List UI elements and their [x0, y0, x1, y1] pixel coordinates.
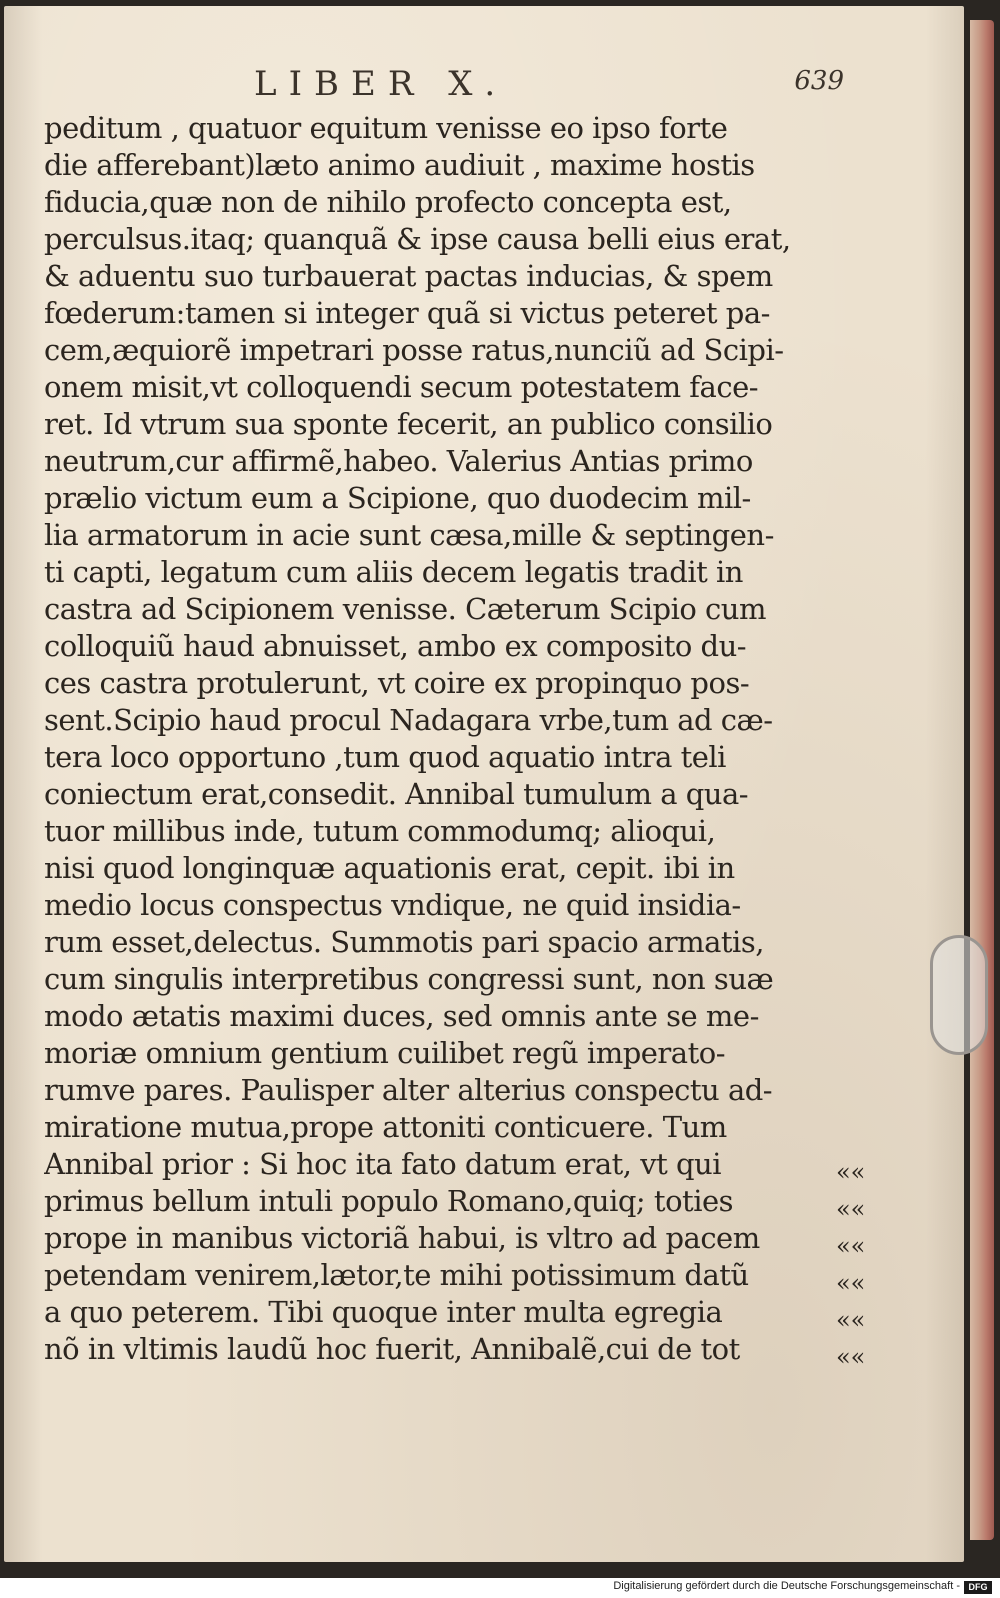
- text-line: tuor millibus inde, tutum commodumq; alioqui,: [44, 814, 716, 848]
- text-line: Annibal prior : Si hoc ita fato datum erat, vt qui: [44, 1147, 721, 1181]
- text-line: medio locus conspectus vndique, ne quid insidia-: [44, 888, 741, 922]
- text-line: a quo peterem. Tibi quoque inter multa egregia: [44, 1295, 723, 1329]
- header-title: LIBER X.: [254, 64, 508, 104]
- page-clip: [930, 935, 988, 1055]
- text-line: miratione mutua,prope attoniti conticuere. Tum: [44, 1110, 727, 1144]
- text-line: peditum , quatuor equitum venisse eo ipso forte: [44, 111, 728, 145]
- margin-quote-mark: ««: [836, 1306, 866, 1334]
- text-line: ret. Id vtrum sua sponte fecerit, an publico consilio: [44, 407, 773, 441]
- text-line: & aduentu suo turbauerat pactas inducias, & spem: [44, 259, 773, 293]
- text-line: ces castra protulerunt, vt coire ex propinquo pos-: [44, 666, 750, 700]
- text-line: rumve pares. Paulisper alter alterius conspectu ad-: [44, 1073, 773, 1107]
- page-number: 639: [794, 66, 844, 96]
- running-head: [44, 64, 924, 104]
- text-line: lia armatorum in acie sunt cæsa,mille & septingen-: [44, 518, 774, 552]
- margin-quotation-marks: [836, 1154, 876, 1376]
- text-line: cem,æquiorẽ impetrari posse ratus,nunciũ ad Scipi-: [44, 333, 784, 367]
- text-line: sent.Scipio haud procul Nadagara vrbe,tum ad cæ-: [44, 703, 773, 737]
- text-line: prælio victum eum a Scipione, quo duodecim mil-: [44, 481, 751, 515]
- footer-bar: [0, 1578, 1000, 1598]
- text-line: modo ætatis maximi duces, sed omnis ante se me-: [44, 999, 759, 1033]
- margin-quote-mark: ««: [836, 1232, 866, 1260]
- margin-quote-mark: ««: [836, 1195, 866, 1223]
- text-line: rum esset,delectus. Summotis pari spacio armatis,: [44, 925, 764, 959]
- text-line: prope in manibus victoriã habui, is vltro ad pacem: [44, 1221, 760, 1255]
- text-line: die afferebant)læto animo audiuit , maxime hostis: [44, 148, 755, 182]
- text-line: coniectum erat,consedit. Annibal tumulum a qua-: [44, 777, 749, 811]
- footer-credit: Digitalisierung gefördert durch die Deutsche Forschungsgemeinschaft -: [613, 1580, 960, 1592]
- text-line: ti capti, legatum cum aliis decem legatis tradit in: [44, 555, 743, 589]
- dfg-logo: DFG: [964, 1581, 992, 1594]
- text-line: castra ad Scipionem venisse. Cæterum Scipio cum: [44, 592, 766, 626]
- margin-quote-mark: ««: [836, 1343, 866, 1371]
- text-line: cum singulis interpretibus congressi sunt, non suæ: [44, 962, 774, 996]
- text-line: neutrum,cur affirmẽ,habeo. Valerius Antias primo: [44, 444, 753, 478]
- text-line: perculsus.itaq; quanquã & ipse causa belli eius erat,: [44, 222, 791, 256]
- margin-quote-mark: ««: [836, 1269, 866, 1297]
- text-line: petendam venirem,lætor,te mihi potissimum datũ: [44, 1258, 749, 1292]
- margin-quote-mark: ««: [836, 1158, 866, 1186]
- text-line: colloquiũ haud abnuisset, ambo ex composito du-: [44, 629, 747, 663]
- text-line: onem misit,vt colloquendi secum potestatem face-: [44, 370, 759, 404]
- text-line: fœderum:tamen si integer quã si victus peteret pa-: [44, 296, 770, 330]
- text-line: fiducia,quæ non de nihilo profecto concepta est,: [44, 185, 732, 219]
- page-edge: [970, 20, 994, 1540]
- body-text: [44, 110, 824, 1368]
- text-line: moriæ omnium gentium cuilibet regũ imperato-: [44, 1036, 725, 1070]
- text-line: nisi quod longinquæ aquationis erat, cepit. ibi in: [44, 851, 735, 885]
- book-page: [4, 6, 964, 1562]
- text-line: primus bellum intuli populo Romano,quiq; toties: [44, 1184, 734, 1218]
- text-line: tera loco opportuno ,tum quod aquatio intra teli: [44, 740, 726, 774]
- text-line: nõ in vltimis laudũ hoc fuerit, Annibalẽ,cui de tot: [44, 1332, 740, 1366]
